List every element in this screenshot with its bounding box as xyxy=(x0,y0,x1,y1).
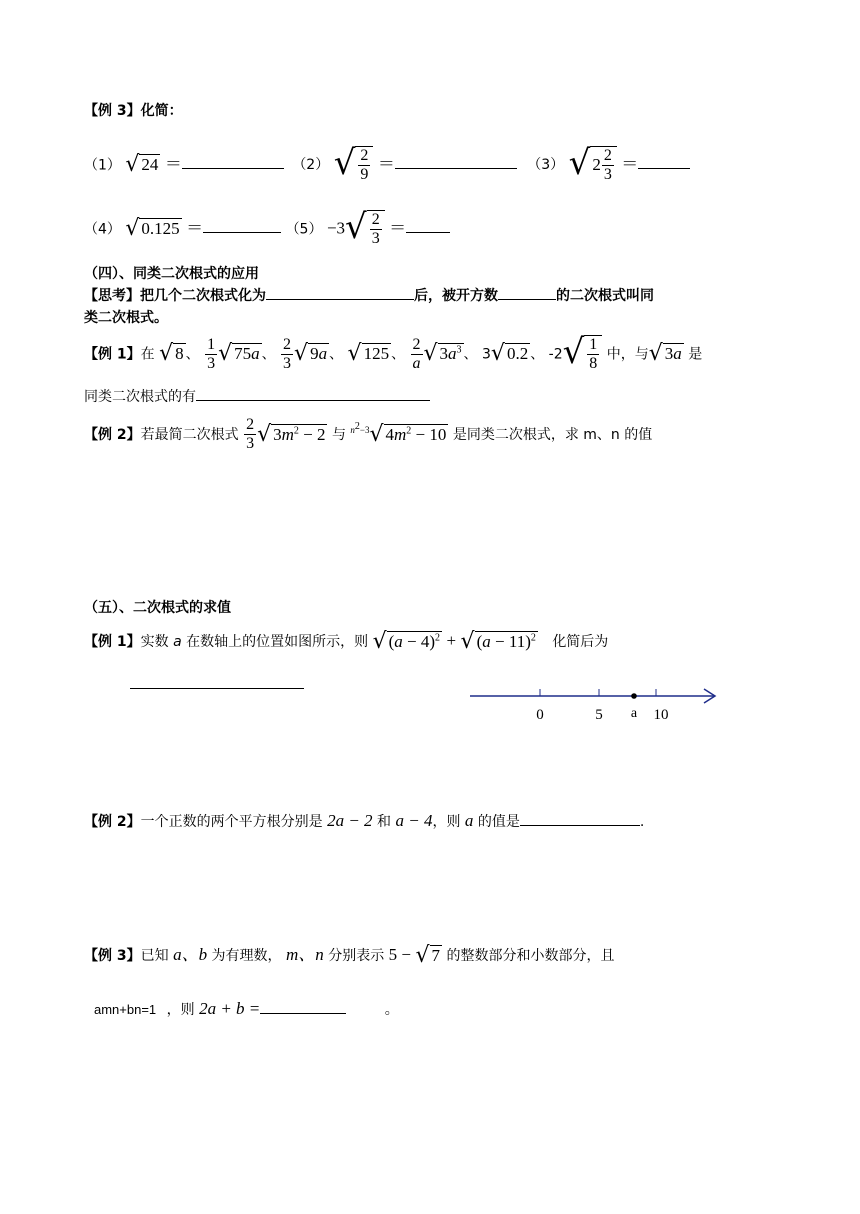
sqrt-2-9: √ $\frac{2}{9}$ xyxy=(334,146,374,185)
item-2-label: （2） xyxy=(292,157,330,174)
answer-blank xyxy=(638,154,690,169)
item-4-label: （4） xyxy=(84,221,121,238)
point-a xyxy=(631,693,637,699)
sec5-ex1-answer-blank xyxy=(130,674,304,693)
sqrt-2-3: √ $\frac{2}{3}$ xyxy=(345,210,385,249)
sec5-example-1: 【例 1】实数 a 在数轴上的位置如图所示，则 √ $(a - 4)^2$ + √ $(a - 11)^2$ 化简后为 xyxy=(84,629,609,654)
section-5-heading: （五）、二次根式的求值 xyxy=(84,600,231,616)
label-5: 5 xyxy=(595,707,603,723)
equals: ＝ xyxy=(389,218,407,238)
section-4-heading: （四）、同类二次根式的应用 xyxy=(84,266,259,282)
example-1-line-1: 【例 1】在 √ 8 、 $\frac{1}{3}$ √ 75a 、 $\frac{2}{3}$ √ 9a 、 √ 125 、 $\frac{2}{a}$ √ $3a^3$ 、 3 √ 0.2 、 -2 √ $\frac{1}{8}$ 中，与 √ 3a 是 xyxy=(84,332,703,373)
sec5-example-3-line-1: 【例 3】已知 a、b 为有理数， m、n 分别表示 5 − √ 7 的整数部分和小数部分，且 xyxy=(84,943,615,968)
number-line xyxy=(466,684,722,726)
sqrt-2-2-3: √ 2 $\frac{2}{3}$ xyxy=(569,146,617,185)
example-2-line: 【例 2】若最简二次根式 $\frac{2}{3}$ √ $3m^2 - 2$ 与 $^{n^2-3}$ √ $4m^2 - 10$ 是同类二次根式，求 m、n 的值 xyxy=(84,416,653,453)
simplify-row-2 xyxy=(84,207,450,249)
example-3-title: 【例 3】化简： xyxy=(84,103,183,119)
equals: ＝ xyxy=(377,154,395,174)
sqrt-0125: √ 0.125 xyxy=(125,216,180,242)
item-1-label: （1） xyxy=(84,157,121,174)
equals: ＝ xyxy=(164,154,182,174)
item-3-label: （3） xyxy=(527,157,565,174)
sqrt-24: √ 24 xyxy=(125,152,159,178)
label-10: 10 xyxy=(653,707,669,723)
equals: ＝ xyxy=(186,218,204,238)
item-5-label: （5） xyxy=(285,221,323,238)
sec5-example-2: 【例 2】一个正数的两个平方根分别是 2a − 2 和 a − 4，则 a 的值是 . xyxy=(84,811,645,830)
coefficient: −3 xyxy=(326,218,346,238)
label-a: a xyxy=(630,706,638,721)
label-0: 0 xyxy=(536,707,544,723)
simplify-row-1 xyxy=(84,143,690,185)
answer-blank xyxy=(182,154,284,169)
example-1-line-2: 同类二次根式的有 xyxy=(84,386,430,406)
think-line-1: 【思考】把几个二次根式化为 后，被开方数 的二次根式叫同 xyxy=(84,285,654,305)
think-line-2: 类二次根式。 xyxy=(84,310,168,326)
answer-blank xyxy=(395,154,517,169)
sec5-example-3-line-2: amn+bn=1 ，则 2a + b = 。 xyxy=(94,999,399,1018)
answer-blank xyxy=(203,218,281,233)
equals: ＝ xyxy=(621,154,639,174)
answer-blank xyxy=(406,218,450,233)
